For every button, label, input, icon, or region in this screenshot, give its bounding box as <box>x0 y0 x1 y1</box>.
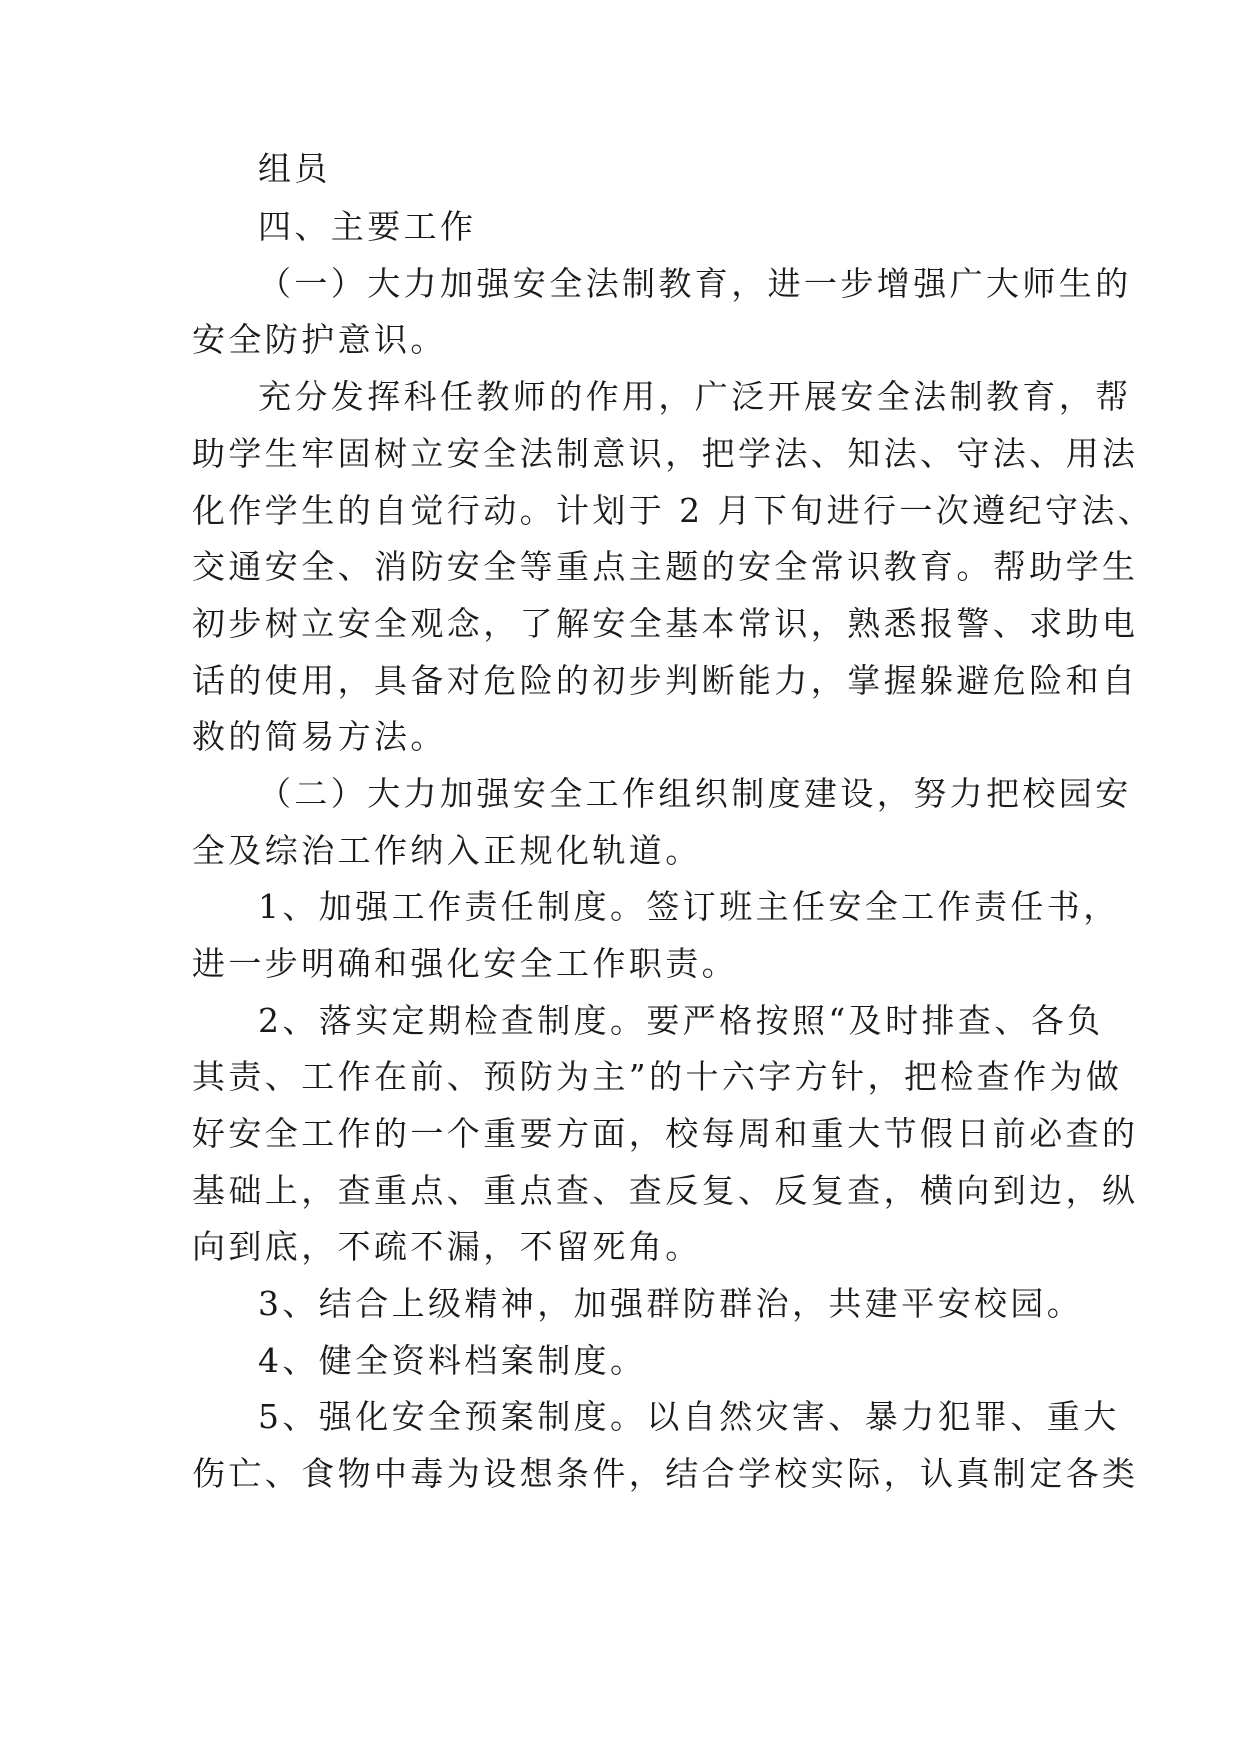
paragraph-line: 助学生牢固树立安全法制意识，把学法、知法、守法、用法 <box>192 434 1139 473</box>
list-item-continued: 伤亡、食物中毒为设想条件，结合学校实际，认真制定各类 <box>192 1454 1139 1493</box>
subsection-heading-continued: 全及综治工作纳入正规化轨道。 <box>192 831 702 870</box>
paragraph-line: 化作学生的自觉行动。计划于 2 月下旬进行一次遵纪守法、 <box>192 491 1155 530</box>
list-item: 4、健全资料档案制度。 <box>258 1341 647 1380</box>
paragraph-line: 初步树立安全观念，了解安全基本常识，熟悉报警、求助电 <box>192 604 1139 643</box>
list-item: 2、落实定期检查制度。要严格按照“及时排查、各负 <box>258 1001 1104 1040</box>
list-item-continued: 基础上，查重点、重点查、查反复、反复查，横向到边，纵 <box>192 1171 1139 1210</box>
list-item-continued: 好安全工作的一个重要方面，校每周和重大节假日前必查的 <box>192 1114 1139 1153</box>
subsection-heading-continued: 安全防护意识。 <box>192 320 447 359</box>
list-item-continued: 其责、工作在前、预防为主”的十六字方针，把检查作为做 <box>192 1057 1123 1096</box>
paragraph-line: 交通安全、消防安全等重点主题的安全常识教育。帮助学生 <box>192 547 1139 586</box>
paragraph-line: 话的使用，具备对危险的初步判断能力，掌握躲避危险和自 <box>192 661 1139 700</box>
list-item: 5、强化安全预案制度。以自然灾害、暴力犯罪、重大 <box>258 1397 1120 1436</box>
paragraph-line: 救的简易方法。 <box>192 717 447 756</box>
list-item-continued: 进一步明确和强化安全工作职责。 <box>192 944 738 983</box>
text-line: 组员 <box>258 149 331 188</box>
subsection-heading: （一）大力加强安全法制教育，进一步增强广大师生的 <box>258 264 1132 303</box>
list-item: 1、加强工作责任制度。签订班主任安全工作责任书， <box>258 887 1120 926</box>
section-heading: 四、主要工作 <box>258 207 477 246</box>
list-item: 3、结合上级精神，加强群防群治，共建平安校园。 <box>258 1284 1084 1323</box>
paragraph-line: 充分发挥科任教师的作用，广泛开展安全法制教育，帮 <box>258 377 1132 416</box>
list-item-continued: 向到底，不疏不漏，不留死角。 <box>192 1227 702 1266</box>
subsection-heading: （二）大力加强安全工作组织制度建设，努力把校园安 <box>258 774 1132 813</box>
